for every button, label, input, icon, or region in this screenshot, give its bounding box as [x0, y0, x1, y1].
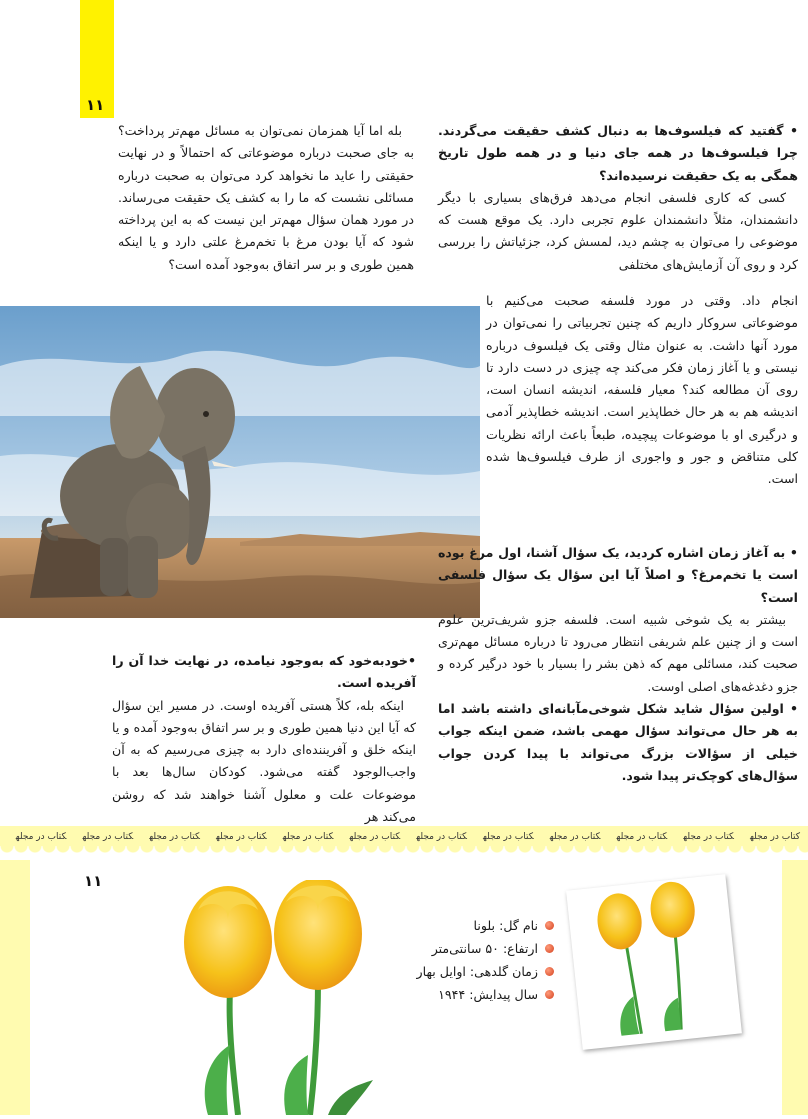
question-heading-5: •خودبه‌خود که به‌وجود نیامده، در نهایت خدا آن را آفریده است.	[112, 653, 416, 691]
ribbon-label: کتاب در مجله	[15, 832, 67, 842]
article-column-right-middle	[486, 290, 798, 491]
flower-info-list	[414, 914, 554, 1006]
answer-paragraph-5: اینکه بله، کلاً هستی آفریده اوست. در مسیر این سؤال که آیا این دنیا همین طوری و بر سر اتفاق به‌وجود آمده و یا اینکه خلق و آفریننده‌ای دارد به چیزی می‌رسیم که به آن واجب‌الوجود گفته می‌شود. کودکان سال‌ها بعد با موضوعات علت و معلول آشنا خواهند شد که روشن می‌کند هر	[112, 697, 416, 825]
question-paragraph-2: بله اما آیا همزمان نمی‌توان به مسائل مهم‌تر پرداخت؟ به جای صحبت درباره موضوعاتی که احتمالاً و در نهایت حقیقتی را عاید ما نخواهد کرد می‌توان به صحبت درباره مسائلی نشست که ما را به کشف یک حقیقت می‌رساند. در مورد همان سؤال مهم‌تر این نیست که به این پرداخته شود که آیا بودن مرغ با تخم‌مرغ علتی دارد و یا اینکه همین طوری و بر سر اتفاق به‌وجود آمده است؟	[118, 123, 414, 272]
answer-paragraph-3: بیشتر به یک شوخی شبیه است. فلسفه جزو شریف‌ترین علوم است و از چنین علم شریفی انتظار می‌رود تا درباره مسائل مهم‌تری صحبت کند، مسائلی مهم که ذهن بشر را بسیار با خود درگیر کرده و جزو دغدغه‌های اصلی اوست.	[438, 611, 798, 694]
question-heading-1: • گفتید که فیلسوف‌ها به دنبال کشف حقیقت می‌گردند. چرا فیلسوف‌ها در همه جای دنیا و در همه طول تاریخ همگی به یک حقیقت نرسیده‌اند؟	[438, 123, 798, 183]
article-column-left-top	[118, 120, 414, 276]
article-column-left-bottom	[112, 650, 416, 828]
article-column-right-bottom	[438, 542, 798, 787]
bullet-dot-icon	[545, 944, 554, 953]
article-column-right-top	[438, 120, 798, 276]
ribbon-label: کتاب در مجله	[683, 832, 734, 842]
ribbon-label: کتاب در مجله	[349, 832, 401, 842]
book-in-magazine-ribbon	[0, 826, 808, 848]
flower-info-item: ارتفاع: ۵۰ سانتی‌متر	[414, 937, 554, 960]
question-heading-3: • به آغاز زمان اشاره کردید، یک سؤال آشنا، اول مرغ بوده است یا تخم‌مرغ؟ و اصلاً آیا این سؤال یک سؤال فلسفی است؟	[438, 545, 798, 605]
flower-info-item: سال پیدایش: ۱۹۴۴	[414, 983, 554, 1006]
ribbon-label: کتاب در مجله	[149, 832, 200, 842]
ribbon-label: کتاب در مجله	[416, 832, 467, 842]
bullet-dot-icon	[545, 921, 554, 930]
ribbon-label: کتاب در مجله	[82, 832, 134, 842]
ribbon-label: کتاب در مجله	[482, 832, 534, 842]
bullet-dot-icon	[545, 990, 554, 999]
ribbon-label: کتاب در مجله	[549, 832, 601, 842]
answer-paragraph-1b: انجام داد. وقتی در مورد فلسفه صحبت می‌کنیم با موضوعاتی سروکار داریم که چنین تجربیاتی را نمی‌توان در مورد آنها داشت. به عنوان مثال وقتی یک فیلسوف درباره نیستی و یا آغاز زمان فکر می‌کند چه چیزی در دست دارد تا روی آن مطالعه کند؟ معیار فلسفه، اندیشه انسان است، اندیشه هم به هر حال خطاپذیر است. اندیشه خطاپذیر آدمی و درگیری او با موضوعات پیچیده، طبعاً باعث ارائه نظریات کلی متناقض و جور و واجوری از طرف فیلسوف‌ها شده است.	[486, 293, 798, 487]
answer-paragraph-1a: کسی که کاری فلسفی انجام می‌دهد فرق‌های بسیاری با دیگر دانشمندان، مثلاً دانشمندان علوم تجربی دارد. یک موقع هست که موضوعی را می‌توان به چشم دید، لمسش کرد، جزئیاتش را بررسی کرد و روی آن آزمایش‌های مختلفی	[438, 189, 798, 272]
ribbon-label: کتاب در مجله	[749, 832, 800, 842]
flower-info-item: زمان گلدهی: اوایل بهار	[414, 960, 554, 983]
ribbon-label: کتاب در مجله	[215, 832, 267, 842]
ribbon-label: کتاب در مجله	[616, 832, 668, 842]
elephant-thinking-photo	[0, 306, 480, 618]
page-number-bottom: ۱۱	[84, 872, 103, 890]
tulip-illustration-large	[168, 880, 408, 1115]
flower-info-item: نام گل: بلونا	[414, 914, 554, 937]
bullet-dot-icon	[545, 967, 554, 976]
ribbon-label: کتاب در مجله	[282, 832, 334, 842]
tulip-photo-thumbnail	[566, 874, 742, 1050]
question-heading-4: • اولین سؤال شاید شکل شوخی‌مآبانه‌ای داشته باشد اما به هر حال می‌تواند سؤال مهمی باشد، ضمن اینکه جواب خیلی از سؤالات بزرگ می‌تواند با پیدا کردن جواب سؤال‌های کوچک‌تر پیدا شود.	[438, 701, 798, 783]
page-number-top: ۱۱	[86, 96, 105, 114]
